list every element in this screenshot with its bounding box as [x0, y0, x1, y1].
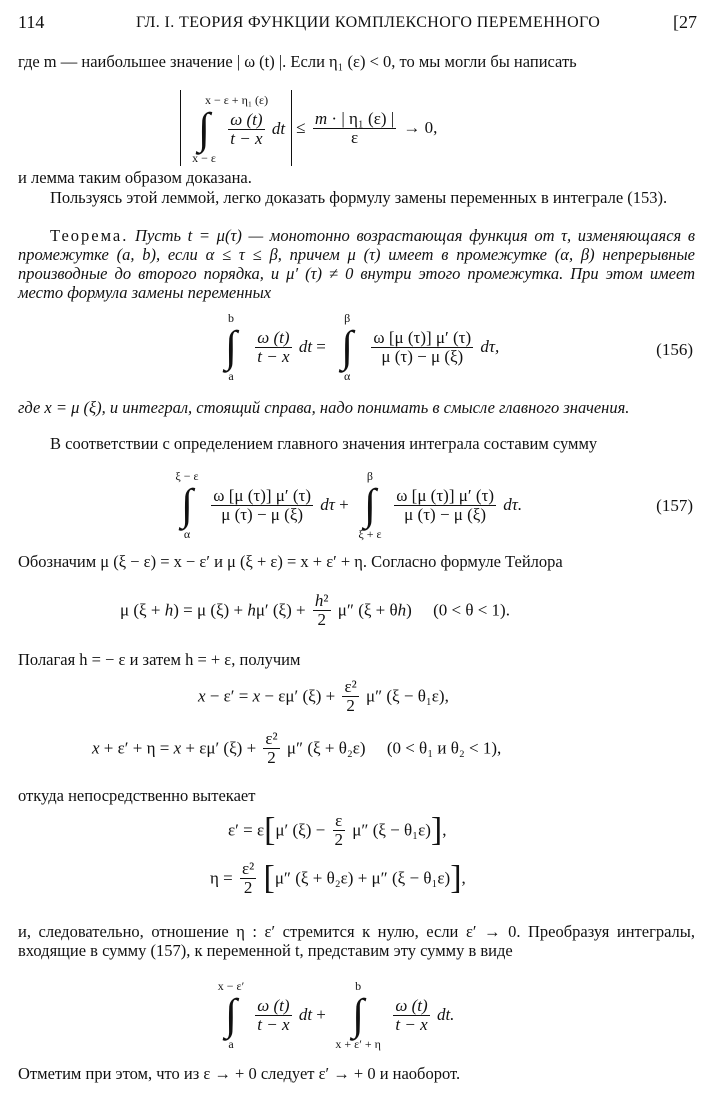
formula-157: ξ − ε ∫ α $\frac{\omega [\mu (\tau)] \mu' (\tau)}{\mu (\tau) - \mu (\xi)}$ dτ + β ∫ ξ + ε $\frac{\omega [\mu (\tau)] \mu' (\tau)}{\mu (\tau) - \mu (\xi)}$ dτ.: [175, 469, 523, 541]
running-header: [16, 12, 701, 38]
formula-lemma-bound: x − ε + η₁ (ε) ∫ x − ε $\frac{\omega (t)}{t - x}$ dt ≤ $\frac{\text{m · | η₁ (ε) |}}{\varepsilon}$ → 0,: [180, 90, 437, 166]
equation-number-157: (157): [656, 496, 693, 515]
formula-taylor: μ (ξ + h) = μ (ξ) + hμ′ (ξ) + $\frac{\text{h²}}{2}$ μ″ (ξ + θh) (0 < θ < 1).: [120, 591, 510, 629]
paragraph-8: откуда непосредственно вытекает: [18, 786, 256, 805]
equation-number-156: (156): [656, 340, 693, 359]
paragraph-6: Обозначим μ (ξ − ε) = x − ε′ и μ (ξ + ε) = x + ε′ + η. Согласно формуле Тейлора: [18, 552, 563, 571]
paragraph-5: В соответствии с определением главного значения интеграла составим сумму: [50, 434, 598, 453]
paragraph-1: где m — наибольшее значение | ω (t) |. Если η₁ (ε) < 0, то мы могли бы написать: [18, 52, 577, 71]
paragraph-3: Пользуясь этой леммой, легко доказать формулу замены переменных в интеграле (153).: [50, 188, 668, 207]
running-title: ГЛ. I. ТЕОРИЯ ФУНКЦИИ КОМПЛЕКСНОГО ПЕРЕМЕННОГО: [136, 14, 601, 31]
theorem-text: Пусть t = μ(τ) — монотонно возрастающая функция от τ, изменяющаяся в промежутке (a, b), если α ≤ τ ≤ β, причем μ (τ) имеет в промежутке (α, β) непрерывные производные до второго порядка, и μ′ (τ) ≠ 0 внутри этого промежутка. При этом имеет место формула замены переменных: [18, 226, 696, 302]
formula-eps-prime: ε′ = ε[μ′ (ξ) − $\frac{\varepsilon}{2}$ μ″ (ξ − θ₁ε)],: [228, 811, 447, 849]
formula-156: b ∫ a $\frac{\omega (t)}{t - x}$ dt = β ∫ α $\frac{\omega [\mu (\tau)] \mu' (\tau)}{\mu (\tau) - \mu (\xi)}$ dτ,: [224, 311, 500, 383]
page-number: 114: [18, 12, 45, 32]
paragraph-10: Отметим при этом, что из ε → + 0 следует ε′ → + 0 и наоборот.: [18, 1064, 461, 1083]
formula-x-minus: x − ε′ = x − εμ′ (ξ) + $\frac{\text{ε²}}{2}$ μ″ (ξ − θ₁ε),: [198, 677, 449, 715]
formula-eta: η = $\frac{\text{ε²}}{2}$ [μ″ (ξ + θ₂ε) + μ″ (ξ − θ₁ε)],: [210, 859, 466, 897]
theorem-label: Теорема.: [50, 226, 129, 245]
paragraph-7: Полагая h = − ε и затем h = + ε, получим: [18, 650, 301, 669]
section-mark: [27: [673, 12, 697, 32]
paragraph-2: и лемма таким образом доказана.: [18, 168, 252, 187]
formula-final-sum: x − ε′ ∫ a $\frac{\omega (t)}{t - x}$ dt + b ∫ x + ε′ + η $\frac{\omega (t)}{t - x}$ dt.: [217, 979, 455, 1051]
formula-x-plus: x + ε′ + η = x + εμ′ (ξ) + $\frac{\text{ε²}}{2}$ μ″ (ξ + θ₂ε) (0 < θ₁ и θ₂ < 1),: [92, 729, 502, 767]
theorem: [18, 226, 695, 302]
paragraph-4: где x = μ (ξ), и интеграл, стоящий справа, надо понимать в смысле главного значения.: [18, 398, 630, 417]
paragraph-9: и, следовательно, отношение η : ε′ стремится к нулю, если ε′ → 0. Преобразуя интегралы, входящие в сумму (157), к переменной t, представим эту сумму в виде: [18, 922, 695, 960]
